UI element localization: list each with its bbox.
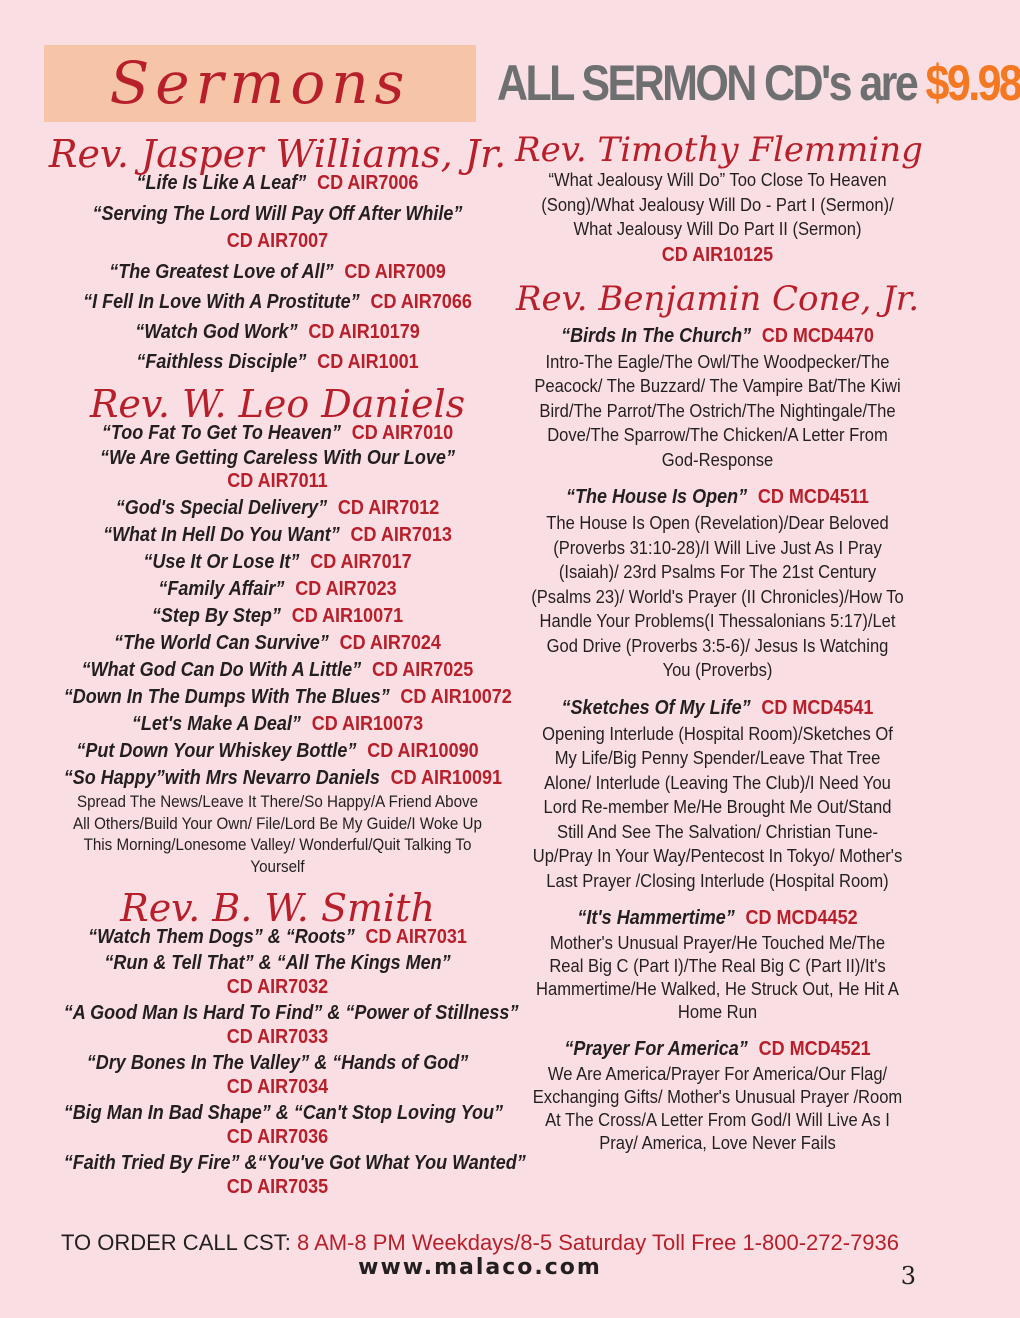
sermon-item: “Dry Bones In The Valley” & “Hands of God” CD AIR7034 [86,1052,469,1098]
track-list: We Are America/Prayer For America/Our Flag/ Exchanging Gifts/ Mother's Unusual Prayer /Room At The Cross/A Letter From God/I Will Live As I Pray/ America, Love Never Fails [532,1064,903,1153]
sermon-item: “Use It Or Lose It” CD AIR7017 [143,551,412,573]
album-title: “Birds In The Church” CD MCD4470 [561,324,874,347]
sermon-item: “We Are Getting Careless With Our Love” CD AIR7011 [100,447,455,492]
sermon-item: “Watch God Work” CD AIR10179 [135,321,420,343]
album-title: “Sketches Of My Life” CD MCD4541 [561,696,874,719]
sermon-item: “I Fell In Love With A Prostitute” CD AIR7066 [83,291,472,313]
track-list: Opening Interlude (Hospital Room)/Sketches Of My Life/Big Penny Spender/Leave That Tree Alone/ Interlude (Leaving The Club)/I Need You Lord Re-member Me/He Brought Me Out/Stand Still And See The Salvation/ Christian Tune-Up/Pray In Your Way/Pentecost In Tokyo/ Mother's Last Prayer /Closing Interlude (Hospital Room) [532,723,903,891]
sermon-item: “So Happy”with Mrs Nevarro Daniels CD AIR10091 [63,767,503,789]
sermons-banner [44,45,476,122]
track-list: The House Is Open (Revelation)/Dear Beloved (Proverbs 31:10-28)/I Will Live Just As I Pray (Isaiah)/ 23rd Psalms For The 21st Century (Psalms 23)/ World's Prayer (II Chronicles)/How To Handle Your Problems(I Thessalonians 5:17)/Let God Drive (Proverbs 3:5-6)/ Jesus Is Watching You (Proverbs) [531,513,904,680]
price-amount: $9.98 [925,55,1020,111]
album-title: “Prayer For America” CD MCD4521 [564,1038,871,1060]
price-headline [497,54,1020,112]
sermon-item: “Faith Tried By Fire” &“You've Got What You Wanted” CD AIR7035 [63,1152,526,1198]
sermon-item: “Too Fat To Get To Heaven” CD AIR7010 [101,422,454,444]
order-label: TO ORDER CALL CST: [60,1230,291,1255]
sermon-item: “Down In The Dumps With The Blues” CD AIR10072 [63,686,512,708]
sermon-item: “Put Down Your Whiskey Bottle” CD AIR10090 [76,740,479,762]
sermon-item: CD AIR10125 [661,243,774,266]
album-title: “It's Hammertime” CD MCD4452 [577,907,858,929]
right-column [515,128,923,1155]
preacher-bw-smith: Rev. B. W. Smith [120,886,435,930]
sermon-item: “The Greatest Love of All” CD AIR7009 [109,261,446,283]
sermon-item: “Faithless Disciple” CD AIR1001 [136,351,419,373]
track-list: Mother's Unusual Prayer/He Touched Me/The Real Big C (Part I)/The Real Big C (Part II)/It's Hammertime/He Walked, He Struck Out, He Hit A Home Run [536,933,899,1022]
page-number: 3 [900,1262,916,1290]
sermon-item: “Big Man In Bad Shape” & “Can't Stop Loving You” CD AIR7036 [63,1102,504,1148]
sermon-item: “Run & Tell That” & “All The Kings Men” CD AIR7032 [104,952,451,998]
sermon-item: “Life Is Like A Leaf” CD AIR7006 [136,172,419,194]
sermon-item: “What God Can Do With A Little” CD AIR7025 [81,659,474,681]
sermon-item: “Serving The Lord Will Pay Off After While” CD AIR7007 [92,203,463,252]
preacher-jasper-williams: Rev. Jasper Williams, Jr. [48,132,507,176]
track-list: “What Jealousy Will Do” Too Close To Heaven (Song)/What Jealousy Will Do - Part I (Sermon)/ What Jealousy Will Do Part II (Sermon) [541,170,894,239]
track-list: Intro-The Eagle/The Owl/The Woodpecker/The Peacock/ The Buzzard/ The Vampire Bat/The Kiwi Bird/The Parrot/The Ostrich/The Nightingale/The Dove/The Sparrow/The Chicken/A Letter From God-Response [534,351,901,470]
sermon-item: “God's Special Delivery” CD AIR7012 [115,497,440,519]
sermon-item: “Watch Them Dogs” & “Roots” CD AIR7031 [88,926,467,948]
sermon-item: “The World Can Survive” CD AIR7024 [114,632,441,654]
album-title: “The House Is Open” CD MCD4511 [566,486,869,508]
banner-title: Sermons [109,49,411,117]
sermon-item: “What In Hell Do You Want” CD AIR7013 [103,524,452,546]
sermon-item: “Step By Step” CD AIR10071 [151,605,404,627]
preacher-leo-daniels: Rev. W. Leo Daniels [89,382,466,426]
sermon-item: “Let's Make A Deal” CD AIR10073 [131,713,424,735]
sermon-item: “Family Affair” CD AIR7023 [158,578,397,600]
preacher-benjamin-cone: Rev. Benjamin Cone, Jr. [515,278,920,319]
sermon-item: “A Good Man Is Hard To Find” & “Power of Stillness” CD AIR7033 [63,1002,519,1048]
order-info [0,1230,960,1256]
order-hours-phone: 8 AM-8 PM Weekdays/8-5 Saturday Toll Free 1-800-272-7936 [296,1230,900,1255]
track-list: Spread The News/Leave It There/So Happy/A Friend Above All Others/Build Your Own/ File/Lord Be My Guide/I Woke Up This Morning/Lonesome Valley/ Wonderful/Quit Talking To Yourself [73,793,482,876]
price-prefix: ALL SERMON CD's are [497,55,917,111]
left-column [40,128,526,1199]
website-url[interactable]: www.malaco.com [358,1255,602,1280]
preacher-timothy-flemming: Rev. Timothy Flemming [515,130,923,170]
